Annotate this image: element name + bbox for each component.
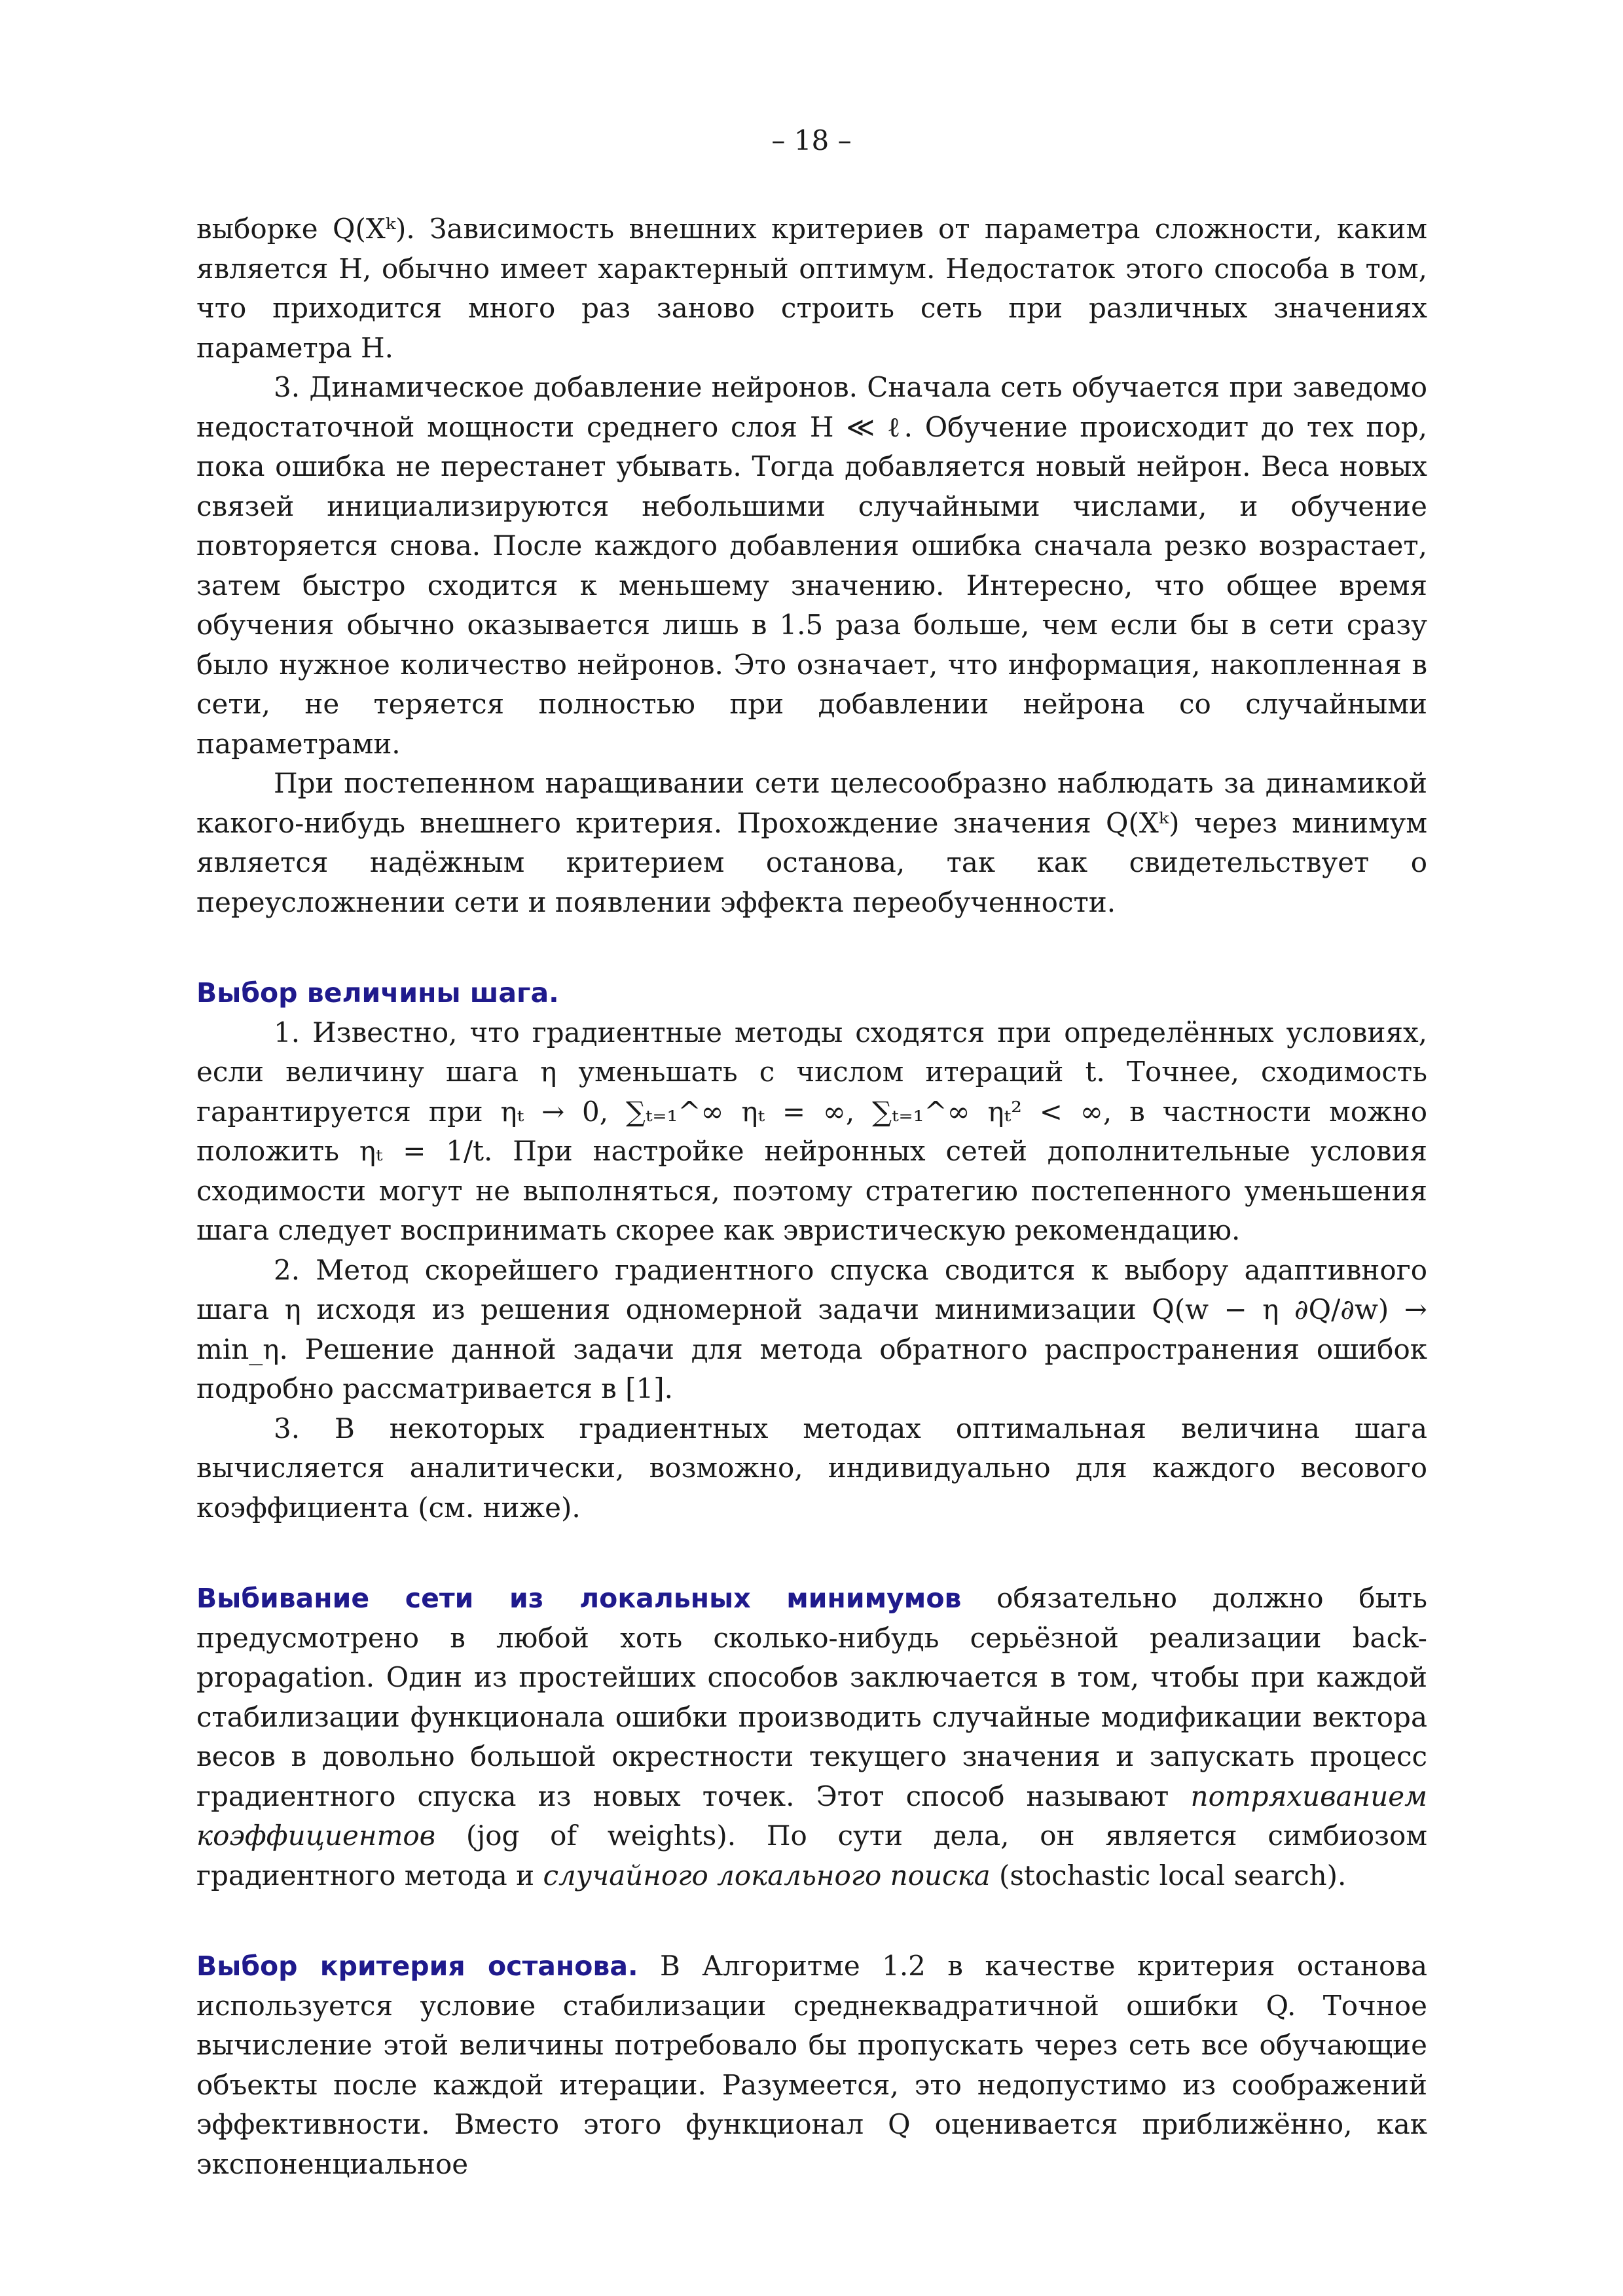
step-size-section (196, 973, 1427, 1013)
stop-criterion-text: В Алгоритме 1.2 в качестве критерия останова используется условие стабилизации среднеквадратичной ошибки Q. Точное вычисление этой величины потребовало бы пропускать через сеть все обучающие объекты после каждой итерации. Разумеется, это недопустимо из соображений эффективности. Вместо этого функционал Q оценивается приближённо, как экспоненциальное (196, 1950, 1427, 2180)
local-minima-text-b: (jog of weights). По сути дела, он является симбиозом градиентного метода и (196, 1820, 1427, 1892)
stop-criterion-section (196, 1946, 1427, 2184)
step-size-item-1: 1. Известно, что градиентные методы сходятся при определённых условиях, если величину шага η уменьшать с числом итераций t. Точнее, сходимость гарантируется при ηₜ → 0, ∑ₜ₌₁^∞ ηₜ = ∞, ∑ₜ₌₁^∞ ηₜ² < ∞, в частности можно положить ηₜ = 1/t. При настройке нейронных сетей дополнительные условия сходимости могут не выполняться, поэтому стратегию постепенного уменьшения шага следует воспринимать скорее как эвристическую рекомендацию. (196, 1016, 1427, 1246)
stop-criterion-heading: Выбор критерия останова. (196, 1950, 638, 1982)
local-minima-term-jog: потряхиванием коэффициентов (196, 1780, 1427, 1852)
step-size-heading: Выбор величины шага. (196, 977, 559, 1009)
paragraph-complexity-criteria: выборке Q(Xᵏ). Зависимость внешних критериев от параметра сложности, каким является H, обычно имеет характерный оптимум. Недостаток этого способа в том, что приходится много раз заново строить сеть при различных значениях параметра H. (196, 213, 1427, 364)
step-size-item-2: 2. Метод скорейшего градиентного спуска сводится к выбору адаптивного шага η исходя из решения одномерной задачи минимизации Q(w − η ∂Q/∂w) → min_η. Решение данной задачи для метода обратного распространения ошибок подробно рассматривается в [1]. (196, 1253, 1427, 1405)
local-minima-heading: Выбивание сети из локальных минимумов (196, 1583, 962, 1614)
step-size-item-3: 3. В некоторых градиентных методах оптимальная величина шага вычисляется аналитически, возможно, индивидуально для каждого весового коэффициента (см. ниже). (196, 1412, 1427, 1524)
page-number: – 18 – (771, 124, 852, 156)
local-minima-section (196, 1579, 1427, 1895)
local-minima-text-a: обязательно должно быть предусмотрено в любой хоть сколько-нибудь серьёзной реализации back-propagation. Один из простейших способов заключается в том, чтобы при каждой стабилизации функционала ошибки производить случайные модификации вектора весов в довольно большой окрестности текущего значения и запускать процесс градиентного спуска из новых точек. Этот способ называют (196, 1582, 1428, 1812)
paragraph-dynamic-neurons: 3. Динамическое добавление нейронов. Сначала сеть обучается при заведомо недостаточной мощности среднего слоя H ≪ ℓ. Обучение происходит до тех пор, пока ошибка не перестанет убывать. Тогда добавляется новый нейрон. Веса новых связей инициализируются небольшими случайными числами, и обучение повторяется снова. После каждого добавления ошибка сначала резко возрастает, затем быстро сходится к меньшему значению. Интересно, что общее время обучения обычно оказывается лишь в 1.5 раза больше, чем если бы в сети сразу было нужное количество нейронов. Это означает, что информация, накопленная в сети, не теряется полностью при добавлении нейрона со случайными параметрами. (196, 371, 1427, 760)
page-body (196, 209, 1427, 2184)
paragraph-growing-network: При постепенном наращивании сети целесообразно наблюдать за динамикой какого-нибудь внешнего критерия. Прохождение значения Q(Xᵏ) через минимум является надёжным критерием останова, так как свидетельствует о переусложнении сети и появлении эффекта переобученности. (196, 767, 1427, 918)
local-minima-text-c: (stochastic local search). (990, 1859, 1347, 1892)
local-minima-term-search: случайного локального поиска (543, 1859, 991, 1892)
